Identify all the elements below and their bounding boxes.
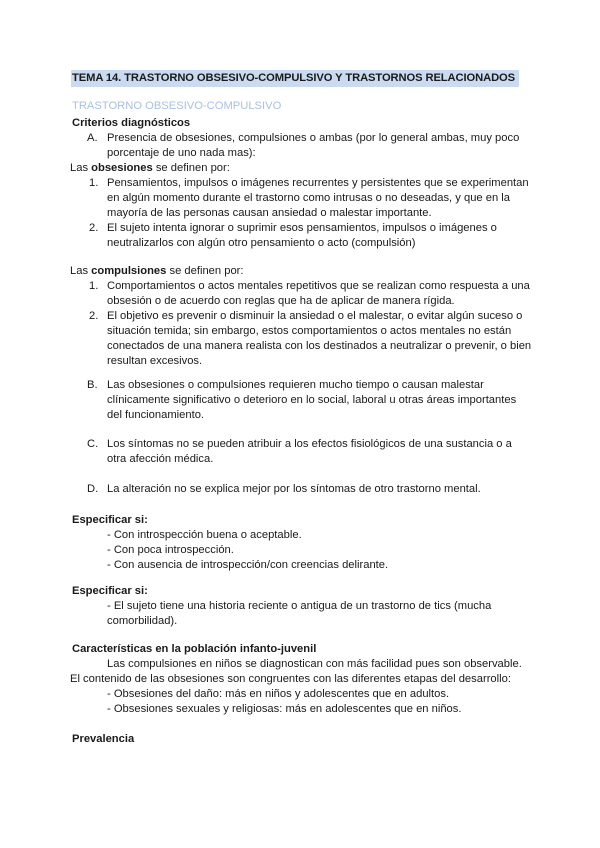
criterion-marker: D.	[87, 483, 99, 495]
intro-bold-term: compulsiones	[91, 265, 167, 277]
criterion-b-section	[72, 378, 532, 423]
specify-item-1	[72, 528, 532, 543]
list-text: Obsesiones del daño: más en niños y adolescentes que en adultos.	[113, 688, 450, 700]
criterion-d-section	[72, 482, 532, 497]
page-title: TEMA 14. TRASTORNO OBSESIVO-COMPULSIVO Y TRASTORNOS RELACIONADOS	[71, 70, 519, 87]
criterion-d	[72, 482, 532, 497]
list-text: El sujeto intenta ignorar o suprimir esos pensamientos, impulsos o imágenes o neutralizarlos con algún otro pensamiento o acto (compulsión)	[107, 222, 497, 249]
list-marker: 2.	[89, 310, 99, 322]
child-item-1	[72, 687, 532, 702]
list-marker: 2.	[89, 222, 99, 234]
criterion-b	[72, 378, 532, 423]
obsession-item-2	[72, 221, 532, 251]
criterion-marker: C.	[87, 438, 99, 450]
list-text: El objetivo es prevenir o disminuir la ansiedad o el malestar, o evitar algún suceso o situación temida; sin embargo, estos comportamientos o actos mentales no están conectados de una manera realista con los destinados a neutralizar o prevenir, o bien resultan excesivos.	[107, 310, 532, 367]
criteria-section	[72, 116, 532, 161]
intro-pre: Las	[70, 162, 92, 174]
specify-item-2	[72, 543, 532, 558]
list-text: Obsesiones sexuales y religiosas: más en adolescentes que en niños.	[113, 703, 462, 715]
list-text: Con introspección buena o aceptable.	[113, 529, 302, 541]
specify-heading: Especificar si:	[72, 514, 148, 526]
list-text: Con ausencia de introspección/con creencias delirante.	[113, 559, 389, 571]
criteria-heading: Criterios diagnósticos	[72, 117, 191, 129]
obsession-item-1	[72, 176, 532, 221]
dash-marker: -	[107, 544, 111, 556]
specify-item-1	[72, 599, 532, 629]
child-paragraph-1: Las compulsiones en niños se diagnostican con más facilidad pues son observable.	[107, 658, 522, 670]
child-item-2	[72, 702, 532, 717]
compulsion-item-1	[72, 279, 532, 309]
criterion-text: Las obsesiones o compulsiones requieren mucho tiempo o causan malestar clínicamente significativo o deterioro en lo social, laboral u otras áreas importantes del funcionamiento.	[107, 379, 517, 421]
list-marker: 1.	[89, 177, 99, 189]
intro-pre: Las	[70, 265, 92, 277]
specify-section-2	[72, 584, 532, 629]
specify-item-3	[72, 558, 532, 573]
compulsions-section	[72, 264, 532, 369]
list-text: El sujeto tiene una historia reciente o antigua de un trastorno de tics (mucha comorbilidad).	[107, 600, 492, 627]
obsessions-intro	[70, 161, 532, 176]
criterion-c	[72, 437, 532, 467]
dash-marker: -	[107, 559, 111, 571]
intro-post: se definen por:	[152, 162, 230, 174]
criterion-text: La alteración no se explica mejor por los síntomas de otro trastorno mental.	[107, 483, 481, 495]
dash-marker: -	[107, 688, 111, 700]
child-paragraph-2: El contenido de las obsesiones son congruentes con las diferentes etapas del desarrollo:	[70, 673, 511, 685]
list-marker: 1.	[89, 280, 99, 292]
dash-marker: -	[107, 529, 111, 541]
dash-marker: -	[107, 703, 111, 715]
specify-heading: Especificar si:	[72, 585, 148, 597]
obsessions-section	[72, 161, 532, 251]
child-heading: Características en la población infanto-juvenil	[72, 643, 317, 655]
intro-bold-term: obsesiones	[91, 162, 153, 174]
criterion-marker: B.	[87, 379, 98, 391]
list-text: Pensamientos, impulsos o imágenes recurrentes y persistentes que se experimentan en algún momento durante el trastorno como intrusas o no deseadas, y que en la mayoría de las personas causan ansiedad o malestar importante.	[107, 177, 529, 219]
list-text: Con poca introspección.	[113, 544, 234, 556]
compulsions-intro	[70, 264, 532, 279]
criterion-a	[72, 131, 532, 161]
intro-post: se definen por:	[166, 265, 244, 277]
prevalence-heading: Prevalencia	[72, 733, 135, 745]
child-section	[72, 642, 532, 717]
criterion-text: Presencia de obsesiones, compulsiones o ambas (por lo general ambas, muy poco porcentaje de uno nada mas):	[107, 132, 520, 159]
criterion-marker: A.	[87, 132, 98, 144]
list-text: Comportamientos o actos mentales repetitivos que se realizan como respuesta a una obsesión o de acuerdo con reglas que ha de aplicar de manera rígida.	[107, 280, 530, 307]
dash-marker: -	[107, 600, 111, 612]
criterion-c-section	[72, 437, 532, 467]
section-subtitle: TRASTORNO OBSESIVO-COMPULSIVO	[72, 100, 282, 112]
criterion-text: Los síntomas no se pueden atribuir a los efectos fisiológicos de una sustancia o a otra afección médica.	[107, 438, 512, 465]
compulsion-item-2	[72, 309, 532, 369]
specify-section-1	[72, 513, 532, 573]
